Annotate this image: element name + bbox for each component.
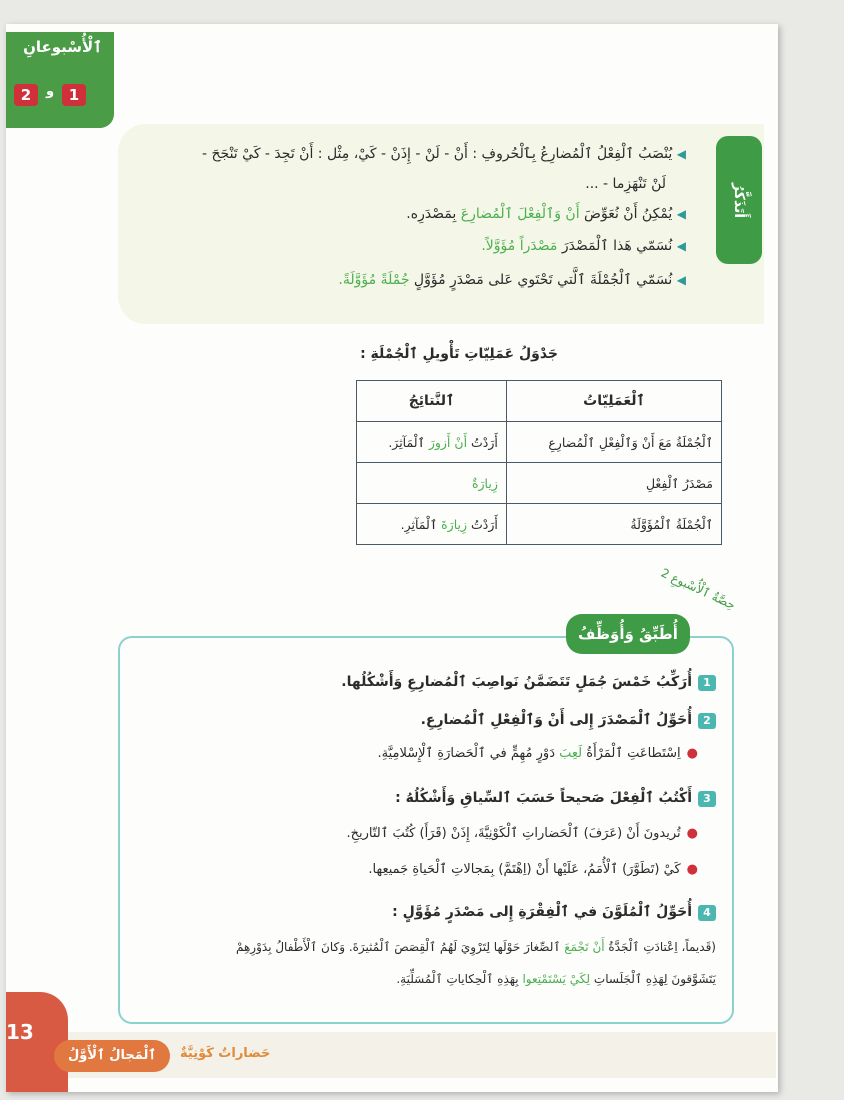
field-label: ٱلْمَجالُ ٱلْأَوَّلُ bbox=[54, 1040, 170, 1072]
q3-bullet-1: ●تُريدونَ أَنْ (عَرَفَ) ٱلْحَضاراتِ ٱلْكَوْنِيَّةَ، إِذَنْ (قَرَأَ) كُتُبَ ٱلتّاريخِ. bbox=[346, 826, 698, 841]
question-2: 2أُحَوِّلُ ٱلْمَصْدَرَ إِلى أَنْ وَٱلْفِعْلِ ٱلْمُضارِعِ. bbox=[421, 712, 716, 729]
page-number: 13 bbox=[6, 1020, 34, 1044]
apply-title: أُطَبِّقُ وَأُوَظِّفُ bbox=[566, 614, 690, 654]
question-number: 2 bbox=[698, 713, 716, 729]
question-number: 4 bbox=[698, 905, 716, 921]
summary-line-4: ◀ نُسَمّي ٱلْجُمْلَةَ ٱلَّتي تَحْتَوي عَلى مَصْدَرٍ مُؤَوَّلٍ جُمْلَةً مُؤَوَّلَةً. bbox=[338, 272, 686, 288]
question-4: 4أُحَوِّلُ ٱلْمُلَوَّنَ في ٱلْفِقْرَةِ إِلى مَصْدَرٍ مُؤَوَّلٍ : bbox=[392, 904, 716, 921]
remember-tab: أَتَذَكَّرُ bbox=[716, 136, 762, 264]
question-1: 1أُرَكِّبُ خَمْسَ جُمَلٍ تَتَضَمَّنُ نَواصِبَ ٱلْمُضارِعِ وَأَشْكُلُها. bbox=[341, 674, 716, 691]
q4-paragraph-line-2: يَتَشَوَّقونَ لِهَذِهِ ٱلْجَلَساتِ لِكَيْ يَسْتَمْتِعوا بِهَذِهِ ٱلْحِكاياتِ ٱلْمُسَلِّيَةِ. bbox=[396, 972, 716, 986]
result-cell: زِيارَةٌ bbox=[357, 463, 507, 504]
col-results: ٱلنَّتائِجُ bbox=[357, 381, 507, 422]
week2-note: حِصَّةُ ٱلْأُسْبوعِ 2 bbox=[658, 565, 738, 613]
bullet-icon: ● bbox=[686, 826, 698, 841]
table-heading: جَدْوَلُ عَمَلِيّاتِ تَأْويلِ ٱلْجُمْلَةِ : bbox=[360, 346, 558, 362]
summary-line-1b: لَنْ تَنْهَزِما - ... bbox=[585, 176, 666, 192]
op-cell: ٱلْجُمْلَةُ ٱلْمُؤَوَّلَةُ bbox=[506, 504, 721, 545]
table-row bbox=[357, 422, 722, 463]
arrow-icon: ◀ bbox=[676, 239, 686, 253]
table-header-row bbox=[357, 381, 722, 422]
q4-paragraph-line-1: (قَديماً، اِعْتادَتِ ٱلْجَدَّةُ أَنْ تَجْمَعَ ٱلصِّغارَ حَوْلَها لِتَرْوِيَ لَهُمُ ٱلْقِصَصَ ٱلْمُثيرَةَ. وَكانَ ٱلْأَطْفالُ بِدَوْرِهِمْ bbox=[235, 940, 716, 954]
summary-line-1: ◀ يُنْصَبُ ٱلْفِعْلُ ٱلْمُضارِعُ بِٱلْحُروفِ : أَنْ - لَنْ - إِذَنْ - كَيْ، مِثْل : أَنْ تَجِدَ - كَيْ تَنْجَحَ - bbox=[202, 146, 686, 162]
textbook-page bbox=[6, 24, 778, 1092]
operations-table bbox=[356, 380, 722, 545]
week-and: و bbox=[46, 84, 55, 99]
week-title: ٱلْأُسْبوعانِ bbox=[23, 38, 102, 56]
week-number-2: 2 bbox=[14, 84, 38, 106]
result-cell: أَرَدْتُ زِيارَةَ ٱلْمَآثِرِ. bbox=[357, 504, 507, 545]
result-cell: أَرَدْتُ أَنْ أَزورَ ٱلْمَآثِرَ. bbox=[357, 422, 507, 463]
table-row bbox=[357, 463, 722, 504]
op-cell: مَصْدَرُ ٱلْفِعْلِ bbox=[506, 463, 721, 504]
arrow-icon: ◀ bbox=[676, 147, 686, 161]
col-operations: ٱلْعَمَلِيّاتُ bbox=[506, 381, 721, 422]
question-number: 1 bbox=[698, 675, 716, 691]
summary-line-2: ◀ يُمْكِنُ أَنْ نُعَوِّضَ أَنْ وَٱلْفِعْلَ ٱلْمُضارِعَ بِمَصْدَرِه. bbox=[406, 206, 686, 222]
summary-line-3: ◀ نُسَمّي هَذا ٱلْمَصْدَرَ مَصْدَراً مُؤَوَّلاً. bbox=[481, 238, 686, 254]
domain-label: حَضاراتٌ كَوْنِيَّةٌ bbox=[180, 1046, 271, 1061]
table-row bbox=[357, 504, 722, 545]
arrow-icon: ◀ bbox=[676, 207, 686, 221]
bullet-icon: ● bbox=[686, 746, 698, 761]
q3-bullet-2: ●كَيْ (تَطَوَّرَ) ٱلْأُمَمُ، عَلَيْها أَنْ (اِهْتَمَّ) بِمَجالاتِ ٱلْحَياةِ جَميعِها. bbox=[368, 862, 698, 877]
week-number-1: 1 bbox=[62, 84, 86, 106]
question-number: 3 bbox=[698, 791, 716, 807]
question-3: 3أَكْتُبُ ٱلْفِعْلَ صَحيحاً حَسَبَ ٱلسِّياقِ وَأَشْكُلُهُ : bbox=[395, 790, 716, 807]
arrow-icon: ◀ bbox=[676, 273, 686, 287]
q2-bullet: ●اِسْتَطاعَتِ ٱلْمَرْأَةُ لَعِبَ دَوْرٍ مُهِمٍّ في ٱلْحَضارَةِ ٱلْإِسْلامِيَّةِ. bbox=[377, 746, 698, 761]
op-cell: ٱلْجُمْلَةُ مَعَ أَنْ وَٱلْفِعْلِ ٱلْمُضارِعِ bbox=[506, 422, 721, 463]
week-tab bbox=[6, 32, 114, 128]
bullet-icon: ● bbox=[686, 862, 698, 877]
